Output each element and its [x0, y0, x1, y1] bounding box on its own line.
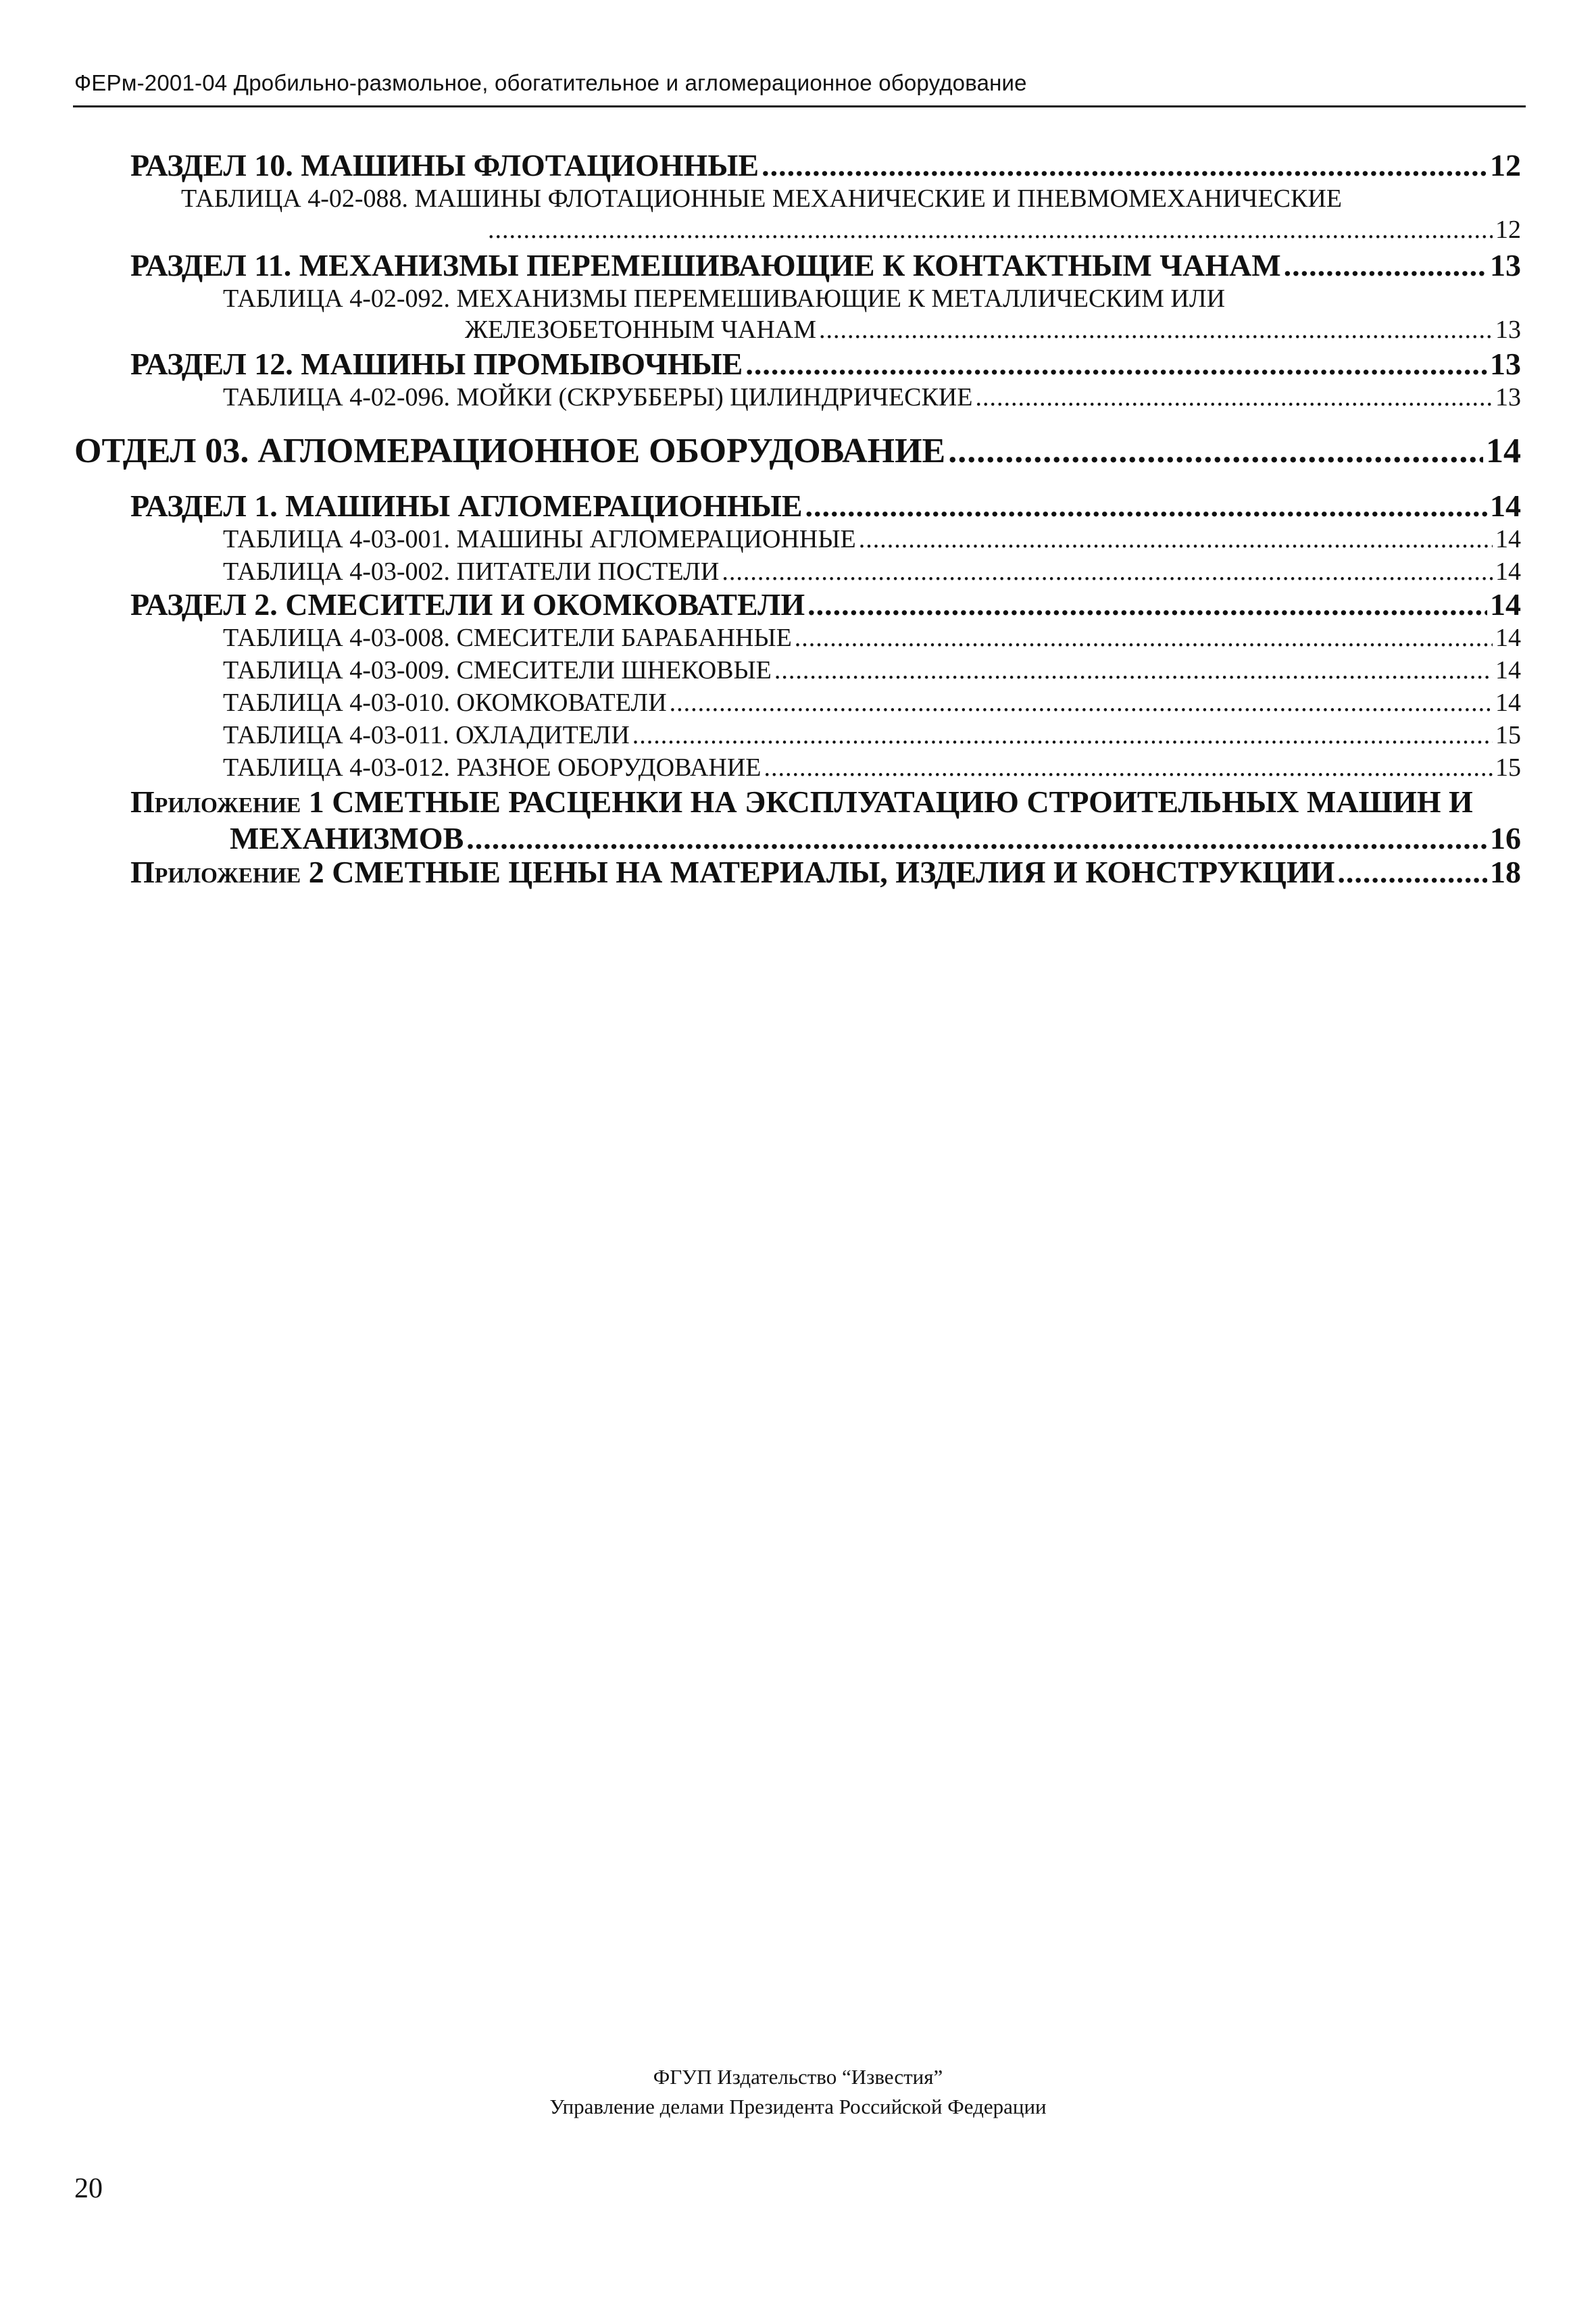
- toc-leader-dots: [466, 820, 1487, 856]
- toc-entry-page: 14: [1495, 525, 1521, 553]
- toc-entry-page: 13: [1495, 383, 1521, 412]
- toc-entry-title: 2 СМЕТНЫЕ ЦЕНЫ НА МАТЕРИАЛЫ, ИЗДЕЛИЯ И КОНСТРУКЦИИ: [301, 855, 1335, 889]
- toc-leader-dots: [1337, 854, 1487, 890]
- toc-entry-prefix: Приложение: [130, 785, 301, 819]
- toc-entry-table-4-03-012[interactable]: [223, 753, 1521, 782]
- toc-entry-table-4-03-001[interactable]: [223, 524, 1521, 554]
- toc-entry-page: 12: [1490, 148, 1521, 182]
- toc-entry-section-12[interactable]: [130, 346, 1521, 382]
- toc-entry-appendix-2[interactable]: [130, 854, 1521, 890]
- toc-entry-title: РАЗДЕЛ 2. СМЕСИТЕЛИ И ОКОМКОВАТЕЛИ: [130, 587, 805, 622]
- toc-entry-title-line1: ТАБЛИЦА 4-02-092. МЕХАНИЗМЫ ПЕРЕМЕШИВАЮЩИЕ К МЕТАЛЛИЧЕСКИМ ИЛИ: [223, 284, 1226, 313]
- toc-entry-page: 13: [1495, 316, 1521, 344]
- toc-entry-title-line2: ЖЕЛЕЗОБЕТОННЫМ ЧАНАМ: [465, 316, 816, 344]
- toc-entry-page: 14: [1495, 624, 1521, 652]
- toc-leader-dots: [762, 147, 1487, 183]
- toc-entry-title: ОТДЕЛ 03. АГЛОМЕРАЦИОННОЕ ОБОРУДОВАНИЕ: [74, 432, 946, 470]
- toc-leader-dots: [632, 720, 1493, 750]
- toc-entry-title: ТАБЛИЦА 4-02-096. МОЙКИ (СКРУББЕРЫ) ЦИЛИНДРИЧЕСКИЕ: [223, 383, 973, 412]
- publisher-affiliation: Управление делами Президента Российской Федерации: [549, 2095, 1047, 2118]
- toc-leader-dots: [745, 346, 1487, 382]
- toc-entry-table-4-03-002[interactable]: [223, 557, 1521, 587]
- toc-entry-page: 14: [1490, 489, 1521, 523]
- toc-entry-section-11[interactable]: [130, 247, 1521, 283]
- toc-entry-appendix-1-continuation[interactable]: [230, 820, 1521, 856]
- toc-entry-section-1[interactable]: [130, 488, 1521, 524]
- toc-entry-title: РАЗДЕЛ 10. МАШИНЫ ФЛОТАЦИОННЫЕ: [130, 148, 759, 182]
- toc-entry-table-4-03-008[interactable]: [223, 623, 1521, 653]
- toc-entry-department-03[interactable]: [74, 431, 1521, 471]
- toc-leader-dots: [764, 753, 1493, 782]
- toc-entry-title-line2: МЕХАНИЗМОВ: [230, 821, 464, 855]
- toc-entry-section-2[interactable]: [130, 587, 1521, 622]
- toc-entry-page: 14: [1495, 557, 1521, 586]
- toc-entry-title: ТАБЛИЦА 4-03-009. СМЕСИТЕЛИ ШНЕКОВЫЕ: [223, 656, 772, 684]
- toc-leader-dots: [722, 557, 1493, 587]
- toc-entry-title: РАЗДЕЛ 1. МАШИНЫ АГЛОМЕРАЦИОННЫЕ: [130, 489, 803, 523]
- toc-entry-table-4-02-092[interactable]: [223, 284, 1521, 314]
- toc-entry-page: 15: [1495, 753, 1521, 782]
- toc-entry-section-10[interactable]: [130, 147, 1521, 183]
- toc-entry-title: ТАБЛИЦА 4-03-012. РАЗНОЕ ОБОРУДОВАНИЕ: [223, 753, 762, 782]
- toc-leader-dots: [859, 524, 1493, 554]
- toc-entry-title: РАЗДЕЛ 11. МЕХАНИЗМЫ ПЕРЕМЕШИВАЮЩИЕ К КОНТАКТНЫМ ЧАНАМ: [130, 248, 1281, 282]
- toc-leader-dots: [807, 587, 1487, 622]
- toc-leader-dots: [976, 382, 1493, 412]
- running-header: ФЕРм-2001-04 Дробильно-размольное, обогатительное и агломерационное оборудование: [74, 70, 1027, 95]
- toc-entry-title: ТАБЛИЦА 4-03-001. МАШИНЫ АГЛОМЕРАЦИОННЫЕ: [223, 525, 856, 553]
- toc-leader-dots: [1284, 247, 1487, 283]
- toc-entry-table-4-03-009[interactable]: [223, 655, 1521, 685]
- toc-entry-title-line1: 1 СМЕТНЫЕ РАСЦЕНКИ НА ЭКСПЛУАТАЦИЮ СТРОИТЕЛЬНЫХ МАШИН И: [301, 785, 1473, 819]
- toc-entry-title: РАЗДЕЛ 12. МАШИНЫ ПРОМЫВОЧНЫЕ: [130, 347, 743, 381]
- toc-entry-page: 14: [1495, 689, 1521, 717]
- toc-entry-title: ТАБЛИЦА 4-02-088. МАШИНЫ ФЛОТАЦИОННЫЕ МЕХАНИЧЕСКИЕ И ПНЕВМОМЕХАНИЧЕСКИЕ: [181, 184, 1342, 213]
- toc-entry-prefix: Приложение: [130, 855, 301, 889]
- toc-leader-dots: [774, 655, 1493, 685]
- toc-leader-dots: [795, 623, 1493, 653]
- toc-leader-dots: [805, 488, 1487, 524]
- toc-entry-table-4-02-096[interactable]: [223, 382, 1521, 412]
- page-number: 20: [74, 2173, 103, 2204]
- toc-entry-page: 12: [1495, 216, 1521, 244]
- publisher-name: ФГУП Издательство “Известия”: [653, 2065, 943, 2089]
- toc-entry-page: 18: [1490, 855, 1521, 889]
- toc-entry-page: 13: [1490, 347, 1521, 381]
- toc-leader-dots: [488, 215, 1493, 245]
- toc-entry-table-4-02-088-continuation[interactable]: [488, 215, 1521, 245]
- toc-entry-table-4-02-088[interactable]: [181, 184, 1479, 214]
- toc-entry-table-4-02-092-continuation[interactable]: [465, 315, 1521, 345]
- toc-leader-dots: [670, 688, 1493, 718]
- toc-entry-page: 16: [1490, 821, 1521, 855]
- toc-entry-title: ТАБЛИЦА 4-03-010. ОКОМКОВАТЕЛИ: [223, 689, 667, 717]
- toc-entry-page: 15: [1495, 721, 1521, 749]
- toc-entry-page: 14: [1486, 432, 1521, 470]
- toc-entry-appendix-1[interactable]: [130, 784, 1521, 820]
- toc-leader-dots: [819, 315, 1493, 345]
- toc-entry-title: ТАБЛИЦА 4-03-008. СМЕСИТЕЛИ БАРАБАННЫЕ: [223, 624, 792, 652]
- toc-entry-page: 14: [1495, 656, 1521, 684]
- toc-entry-table-4-03-010[interactable]: [223, 688, 1521, 718]
- table-of-contents: [0, 0, 1596, 946]
- toc-entry-title: ТАБЛИЦА 4-03-002. ПИТАТЕЛИ ПОСТЕЛИ: [223, 557, 720, 586]
- toc-entry-page: 13: [1490, 248, 1521, 282]
- toc-entry-title: ТАБЛИЦА 4-03-011. ОХЛАДИТЕЛИ: [223, 721, 630, 749]
- toc-leader-dots: [948, 431, 1483, 471]
- toc-entry-table-4-03-011[interactable]: [223, 720, 1521, 750]
- toc-entry-page: 14: [1490, 587, 1521, 622]
